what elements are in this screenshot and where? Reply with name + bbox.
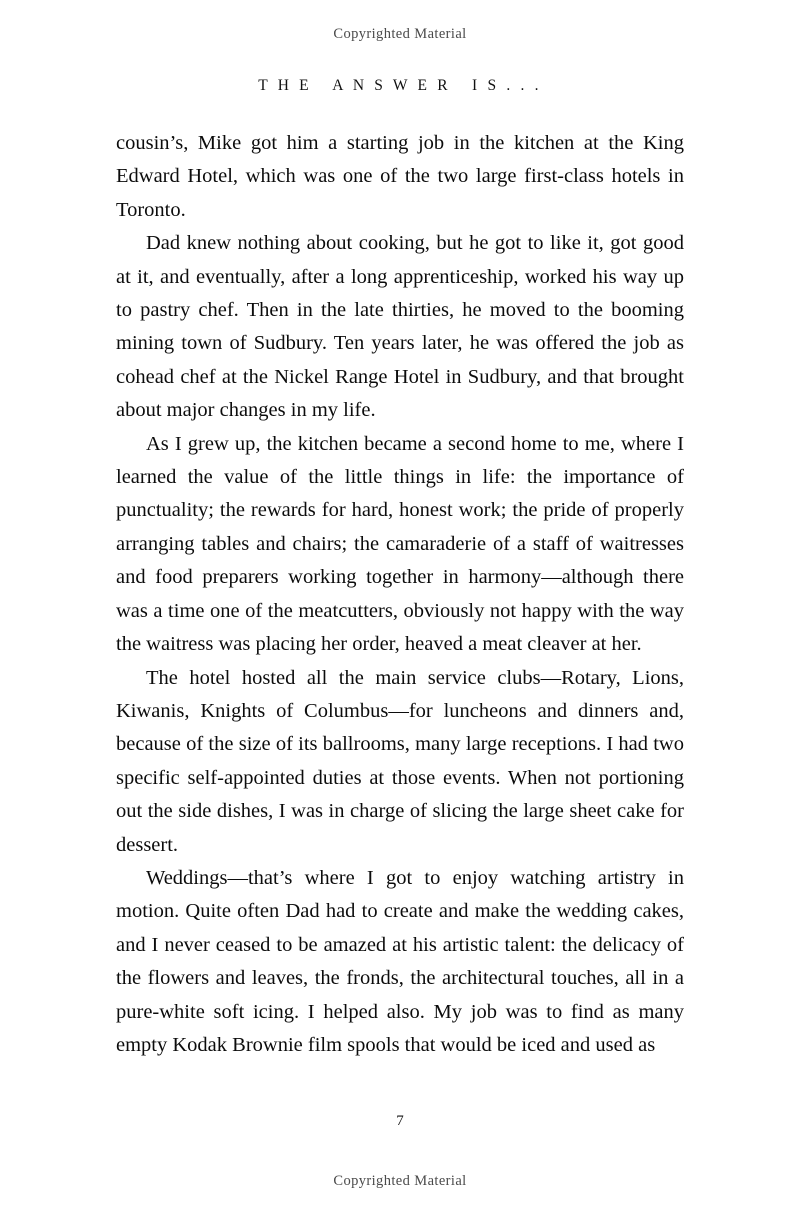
copyright-watermark-bottom: Copyrighted Material (333, 1173, 467, 1189)
paragraph: The hotel hosted all the main service clubs—Rotary, Lions, Kiwanis, Knights of Columbus—for luncheons and dinners and, because of the size of its ballrooms, many large receptions. I had two specific self-appointed duties at those events. When not portioning out the side dishes, I was in charge of slicing the large sheet cake for dessert. (116, 666, 684, 856)
paragraph: cousin’s, Mike got him a starting job in the kitchen at the King Edward Hotel, which was one of the two large first-class hotels in Toronto. (116, 132, 684, 221)
paragraph: Weddings—that’s where I got to enjoy watching artistry in motion. Quite often Dad had to create and make the wedding cakes, and I never ceased to be amazed at his artistic talent: the delicacy of the flowers and leaves, the fronds, the architectural touches, all in a pure-white soft icing. I helped also. My job was to find as many empty Kodak Brownie film spools that would be iced and used as (116, 866, 684, 1056)
copyright-watermark-top: Copyrighted Material (333, 26, 467, 42)
body-text-column (116, 127, 684, 1062)
paragraph: As I grew up, the kitchen became a second home to me, where I learned the value of the little things in life: the importance of punctuality; the rewards for hard, honest work; the pride of properly arranging tables and chairs; the camaraderie of a staff of waitresses and food preparers working together in harmony—although there was a time one of the meatcutters, obviously not happy with the way the waitress was placing her order, heaved a meat cleaver at her. (116, 432, 684, 656)
page-number: 7 (396, 1113, 404, 1129)
paragraph: Dad knew nothing about cooking, but he got to like it, got good at it, and eventually, after a long apprenticeship, worked his way up to pastry chef. Then in the late thirties, he moved to the booming mining town of Sudbury. Ten years later, he was offered the job as cohead chef at the Nickel Range Hotel in Sudbury, and that brought about major changes in my life. (116, 232, 684, 422)
running-head: T H E A N S W E R I S . . . (258, 77, 542, 94)
